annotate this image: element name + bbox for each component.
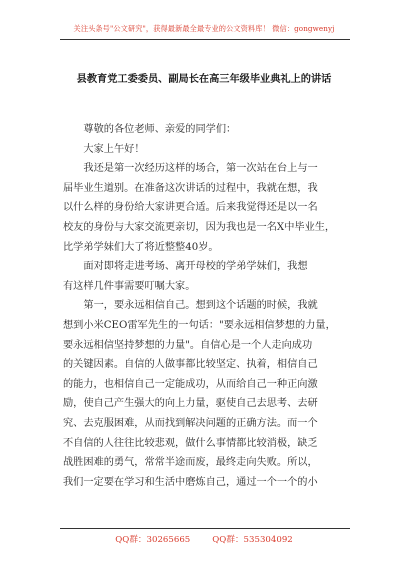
header-banner: 关注头条号"公文研究"，获得最新最全最专业的公文资料库！ 微信：gongwenyj [73, 24, 335, 33]
footer-divider [60, 528, 350, 529]
paragraph-point-one [63, 296, 355, 492]
text-line: 我还是第一次经历这样的场合，第一次站在台上与一 [83, 163, 318, 175]
text-line: 比学弟学妹们大了将近整整40岁。 [63, 241, 219, 253]
text-line: 校友的身份与大家交流更亲切，因为我也是一名X中毕业生， [63, 221, 336, 233]
paragraph-transition [63, 257, 355, 296]
text-line: 我们一定要在学习和生活中磨炼自己，通过一个一个的小 [63, 476, 318, 488]
text-line: 尊敬的各位老师、亲爱的同学们： [83, 124, 237, 135]
text-line: 的能力，也相信自己一定能成功，从而给自己一种正向激 [63, 378, 318, 390]
paragraph-greeting [63, 140, 355, 160]
footer-contacts [0, 533, 408, 545]
text-line: 面对即将走进考场、离开母校的学弟学妹们，我想 [83, 261, 308, 273]
text-line: 大家上午好！ [83, 143, 145, 155]
text-line: 想到小米CEO雷军先生的一句话："要永远相信梦想的力量， [63, 319, 336, 331]
text-line: 励，使自己产生强大的向上力量，驱使自己去思考、去研 [63, 398, 318, 410]
text-line: 有这样几件事需要叮嘱大家。 [63, 280, 196, 292]
text-line: 以什么样的身份给大家讲更合适。后来我觉得还是以一名 [63, 202, 318, 214]
text-line: 究、去克服困难，从而找到解决问题的正确方法。而一个 [63, 417, 318, 429]
document-title: 县教育党工委委员、副局长在高三年级毕业典礼上的讲话 [76, 73, 332, 85]
text-line: 第一，要永远相信自己。想到这个话题的时候，我就 [83, 300, 318, 312]
document-body [63, 120, 355, 492]
text-line: 的关键因素。自信的人做事都比较坚定、执着，相信自己 [63, 359, 318, 371]
text-line: 不自信的人往往比较悲观，做什么事情都比较消极，缺乏 [63, 437, 318, 449]
text-line: 要永远相信坚持梦想的力量"。自信心是一个人走向成功 [63, 339, 313, 351]
header-divider [60, 39, 350, 40]
footer-qq-group-1: QQ群：30265665 [115, 535, 191, 545]
paragraph-salutation [63, 120, 355, 140]
text-line: 届毕业生道别。在准备这次讲话的过程中，我就在想，我 [63, 182, 318, 194]
paragraph-intro [63, 159, 355, 257]
text-line: 战胜困难的勇气，常常半途而废，最终走向失败。所以， [63, 457, 318, 469]
footer-qq-group-2: QQ群：535304092 [212, 535, 293, 545]
